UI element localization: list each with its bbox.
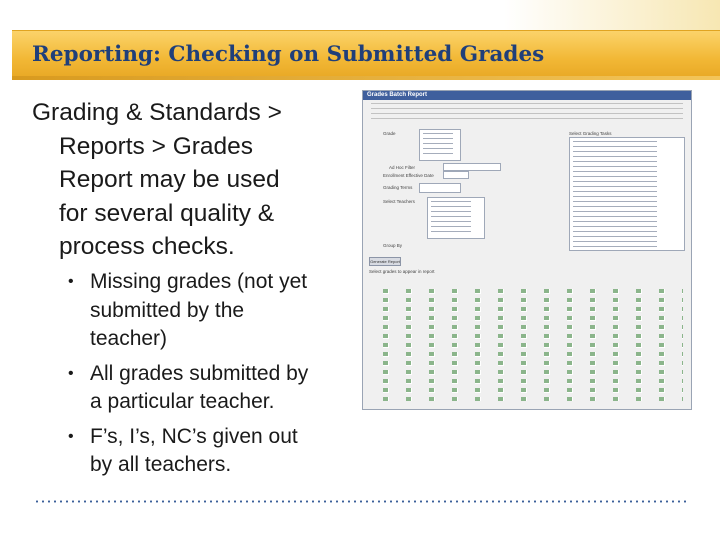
screenshot-title-bar: Grades Batch Report bbox=[363, 91, 691, 100]
main-line: Report may be used bbox=[59, 166, 280, 193]
title-underline bbox=[12, 76, 720, 80]
enrollment-date-label: Enrollment Effective Date bbox=[383, 173, 434, 178]
ad-hoc-filter-label: Ad Hoc Filter bbox=[389, 165, 416, 170]
bullet-line: teacher) bbox=[90, 327, 168, 350]
bullet-item bbox=[66, 268, 356, 354]
bullet-line: F’s, I’s, NC’s given out bbox=[90, 424, 298, 448]
main-line: Reports > Grades bbox=[59, 132, 254, 160]
grade-label: Grade bbox=[383, 131, 396, 136]
main-line: Grading & Standards > bbox=[32, 99, 282, 126]
slide-title: Reporting: Checking on Submitted Grades bbox=[32, 42, 545, 67]
bullet-dot-icon: • bbox=[68, 427, 74, 445]
select-teachers-label: Select Teachers bbox=[383, 199, 415, 204]
grading-tasks-listbox bbox=[569, 137, 685, 251]
bullet-item bbox=[66, 423, 356, 480]
bullet-item bbox=[66, 360, 356, 417]
report-screenshot bbox=[362, 90, 692, 410]
bullet-line: by all teachers. bbox=[90, 453, 232, 476]
grading-tasks-label: Select Grading Tasks bbox=[569, 131, 612, 136]
main-line: for several quality & bbox=[59, 199, 275, 227]
bullet-line: All grades submitted by bbox=[90, 361, 309, 385]
teachers-listbox bbox=[427, 197, 485, 239]
bullet-line: Missing grades (not yet bbox=[90, 270, 308, 293]
title-band bbox=[12, 30, 720, 77]
main-line: process checks. bbox=[59, 233, 235, 260]
grading-terms-select bbox=[419, 183, 461, 193]
ad-hoc-filter-select bbox=[443, 163, 501, 171]
enrollment-date-input bbox=[443, 171, 469, 179]
main-paragraph bbox=[32, 96, 352, 264]
grade-listbox bbox=[419, 129, 461, 161]
grading-terms-label: Grading Terms bbox=[383, 185, 413, 190]
bullet-line: submitted by the bbox=[90, 298, 245, 322]
bullet-line: a particular teacher. bbox=[90, 390, 275, 413]
generate-report-button: Generate Report bbox=[370, 259, 400, 264]
group-by-label: Group By bbox=[383, 243, 403, 248]
bullet-dot-icon: • bbox=[68, 273, 74, 290]
footer-dotted-rule bbox=[34, 500, 688, 503]
select-grades-label: Select grades to appear in report bbox=[369, 269, 435, 274]
bullet-dot-icon: • bbox=[68, 364, 74, 382]
screenshot-description bbox=[371, 103, 683, 119]
grade-checkbox-grid bbox=[383, 289, 683, 401]
bullet-list bbox=[66, 268, 356, 486]
